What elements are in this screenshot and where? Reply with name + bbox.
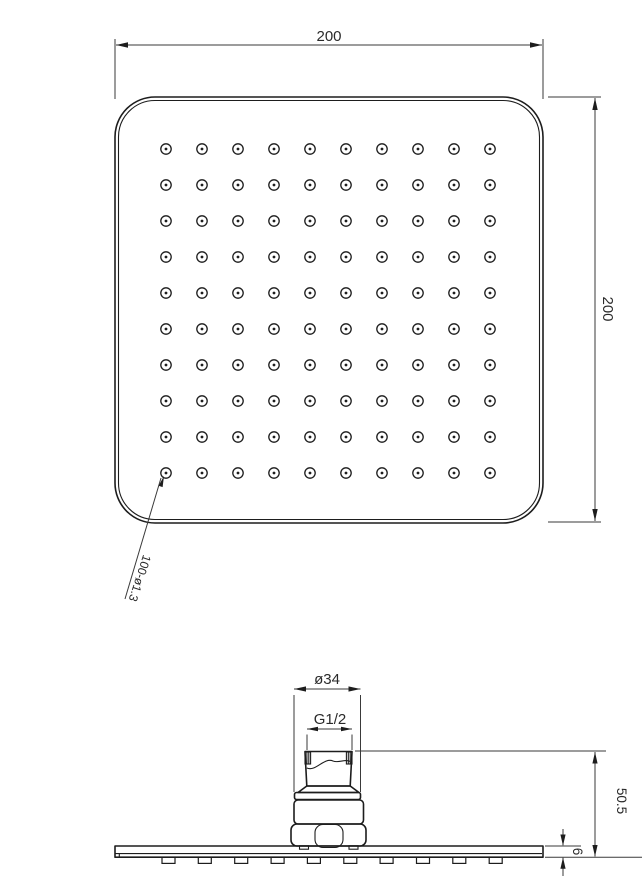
nozzle-grid xyxy=(161,144,495,478)
nozzle-center-dot xyxy=(309,364,312,367)
nozzle-center-dot xyxy=(381,328,384,331)
nozzle-center-dot xyxy=(309,328,312,331)
nozzle-center-dot xyxy=(417,184,420,187)
leader-arrow-icon xyxy=(159,476,164,487)
pipe-flare xyxy=(298,786,359,793)
nozzle-center-dot xyxy=(237,256,240,259)
dim-diameter-label: ø34 xyxy=(314,671,340,688)
dimension-lines xyxy=(545,829,642,876)
nozzle-center-dot xyxy=(489,328,492,331)
nozzle-center-dot xyxy=(201,364,204,367)
dim-thickness-label: 6 xyxy=(570,847,585,856)
nozzle-center-dot xyxy=(165,220,168,223)
nozzle-center-dot xyxy=(489,436,492,439)
nozzle-center-dot xyxy=(453,184,456,187)
nozzle-center-dot xyxy=(309,292,312,295)
nozzle-center-dot xyxy=(381,436,384,439)
nozzle-center-dot xyxy=(201,184,204,187)
nozzle-center-dot xyxy=(345,184,348,187)
nozzle-center-dot xyxy=(489,364,492,367)
nozzle-center-dot xyxy=(309,472,312,475)
nozzle-center-dot xyxy=(417,328,420,331)
nozzle-center-dot xyxy=(309,400,312,403)
face-plate xyxy=(115,846,543,863)
nozzle-center-dot xyxy=(345,292,348,295)
arrow-down-icon xyxy=(592,509,597,521)
dim-overall-height-label: 50.5 xyxy=(614,787,629,815)
top-view xyxy=(115,28,616,604)
nozzle-center-dot xyxy=(453,148,456,151)
nozzle-center-dot xyxy=(237,184,240,187)
nut-facet xyxy=(315,825,343,848)
nozzle-center-dot xyxy=(453,292,456,295)
plate-tab xyxy=(344,857,357,863)
nozzle-center-dot xyxy=(453,364,456,367)
plate-tab xyxy=(380,857,393,863)
nozzle-center-dot xyxy=(417,400,420,403)
nozzle-center-dot xyxy=(237,400,240,403)
nozzle-center-dot xyxy=(417,364,420,367)
nozzle-center-dot xyxy=(165,328,168,331)
nozzle-center-dot xyxy=(201,436,204,439)
nozzle-center-dot xyxy=(453,400,456,403)
nozzle-center-dot xyxy=(345,220,348,223)
dimension-lines xyxy=(548,97,601,522)
nozzle-center-dot xyxy=(381,472,384,475)
nozzle-center-dot xyxy=(273,220,276,223)
arrow-down-icon xyxy=(560,835,565,846)
nozzle-center-dot xyxy=(345,148,348,151)
nozzle-count-leader xyxy=(125,476,164,604)
arrow-right-icon xyxy=(530,42,542,47)
break-line xyxy=(307,760,350,768)
dimension-lines xyxy=(307,729,352,750)
nozzle-center-dot xyxy=(309,436,312,439)
nozzle-center-dot xyxy=(237,436,240,439)
nozzle-center-dot xyxy=(201,328,204,331)
nozzle-center-dot xyxy=(417,256,420,259)
nozzle-center-dot xyxy=(273,328,276,331)
nozzle-center-dot xyxy=(273,256,276,259)
nozzle-center-dot xyxy=(345,436,348,439)
nozzle-center-dot xyxy=(165,292,168,295)
plate-tab xyxy=(417,857,430,863)
nozzle-center-dot xyxy=(165,400,168,403)
plate-tabs xyxy=(162,857,502,863)
nozzle-center-dot xyxy=(165,436,168,439)
nozzle-center-dot xyxy=(273,148,276,151)
shower-plate-outline xyxy=(115,97,543,523)
nozzle-center-dot xyxy=(381,292,384,295)
nozzle-center-dot xyxy=(489,256,492,259)
nozzle-center-dot xyxy=(381,220,384,223)
pipe-collar xyxy=(295,793,361,800)
plate-tab xyxy=(162,857,175,863)
side-view xyxy=(115,671,642,876)
nozzle-center-dot xyxy=(417,436,420,439)
plate-tab xyxy=(307,857,320,863)
nozzle-center-dot xyxy=(309,256,312,259)
nozzle-center-dot xyxy=(237,364,240,367)
arrow-left-icon xyxy=(116,42,128,47)
threaded-pipe xyxy=(295,752,361,800)
nozzle-center-dot xyxy=(453,472,456,475)
nozzle-center-dot xyxy=(345,364,348,367)
arrow-up-icon xyxy=(560,857,565,868)
nozzle-center-dot xyxy=(273,472,276,475)
nozzle-center-dot xyxy=(165,148,168,151)
nozzle-center-dot xyxy=(237,328,240,331)
nozzle-center-dot xyxy=(489,472,492,475)
nozzle-center-dot xyxy=(309,184,312,187)
arrow-up-icon xyxy=(592,98,597,110)
nozzle-center-dot xyxy=(381,400,384,403)
nozzle-center-dot xyxy=(201,220,204,223)
dim-top-width xyxy=(115,28,543,99)
nozzle-center-dot xyxy=(201,148,204,151)
nozzle-center-dot xyxy=(453,220,456,223)
nozzle-center-dot xyxy=(201,400,204,403)
nozzle-center-dot xyxy=(417,472,420,475)
nozzle-center-dot xyxy=(345,328,348,331)
nozzle-center-dot xyxy=(489,148,492,151)
nozzle-center-dot xyxy=(201,472,204,475)
nozzle-center-dot xyxy=(345,472,348,475)
nozzle-center-dot xyxy=(273,292,276,295)
plate-tab xyxy=(198,857,211,863)
nozzle-center-dot xyxy=(489,292,492,295)
dimension-lines xyxy=(115,39,543,99)
nozzle-center-dot xyxy=(201,292,204,295)
arrow-down-icon xyxy=(592,845,597,857)
dim-plate-thickness xyxy=(545,829,642,876)
nozzle-center-dot xyxy=(165,364,168,367)
nozzle-center-dot xyxy=(345,256,348,259)
dim-thread xyxy=(307,711,352,750)
nozzle-center-dot xyxy=(489,400,492,403)
nozzle-center-dot xyxy=(345,400,348,403)
nozzle-center-dot xyxy=(237,220,240,223)
nozzle-center-dot xyxy=(489,184,492,187)
nozzle-center-dot xyxy=(237,472,240,475)
nozzle-center-dot xyxy=(453,256,456,259)
plate-outer-edge xyxy=(115,97,543,523)
plate-tab xyxy=(489,857,502,863)
nozzle-center-dot xyxy=(201,256,204,259)
dim-thread-label: G1/2 xyxy=(313,711,347,728)
dim-height-label: 200 xyxy=(599,296,616,322)
plate-tab xyxy=(453,857,466,863)
dim-right-height xyxy=(548,97,616,522)
nozzle-note-label: 100-ø1.3 xyxy=(125,553,154,604)
nozzle-center-dot xyxy=(453,436,456,439)
nozzle-center-dot xyxy=(453,328,456,331)
thread-marks xyxy=(348,752,350,764)
nozzle-center-dot xyxy=(165,256,168,259)
thread-marks xyxy=(307,752,309,764)
nozzle-center-dot xyxy=(381,148,384,151)
plate-inner-edge xyxy=(119,101,540,520)
nut-outline xyxy=(291,824,366,846)
nozzle-center-dot xyxy=(417,292,420,295)
arrow-left-icon xyxy=(294,686,306,691)
nozzle-center-dot xyxy=(237,292,240,295)
escutcheon xyxy=(294,800,364,824)
nozzle-center-dot xyxy=(273,364,276,367)
nozzle-center-dot xyxy=(273,184,276,187)
dimension-lines xyxy=(355,751,606,857)
plate-tab xyxy=(271,857,284,863)
nozzle-center-dot xyxy=(381,364,384,367)
nozzle-center-dot xyxy=(417,220,420,223)
dim-width-label: 200 xyxy=(316,28,342,45)
nozzle-center-dot xyxy=(309,220,312,223)
nozzle-center-dot xyxy=(237,148,240,151)
nozzle-center-dot xyxy=(165,472,168,475)
nozzle-center-dot xyxy=(489,220,492,223)
nozzle-center-dot xyxy=(273,436,276,439)
nozzle-center-dot xyxy=(381,184,384,187)
nozzle-center-dot xyxy=(417,148,420,151)
arrow-right-icon xyxy=(349,686,361,691)
nozzle-center-dot xyxy=(381,256,384,259)
nozzle-center-dot xyxy=(309,148,312,151)
arrow-up-icon xyxy=(592,752,597,764)
plate-tab xyxy=(235,857,248,863)
nozzle-center-dot xyxy=(165,184,168,187)
nozzle-center-dot xyxy=(273,400,276,403)
dim-height xyxy=(355,751,629,857)
